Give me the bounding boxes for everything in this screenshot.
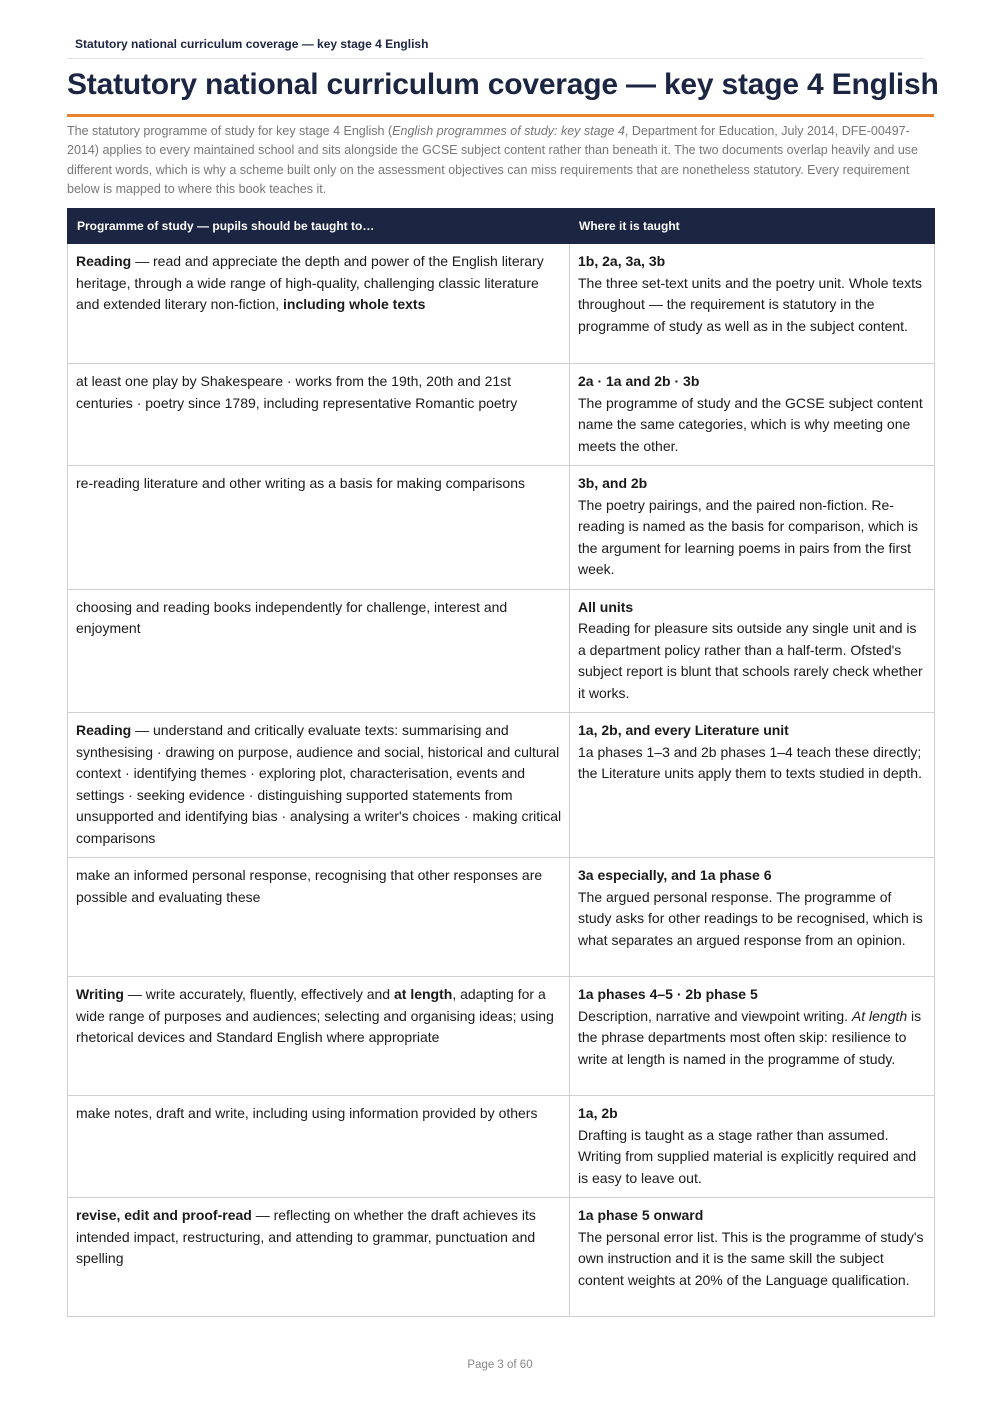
table-row	[68, 589, 935, 713]
where-cell	[570, 244, 935, 364]
table-row	[68, 713, 935, 858]
unit-reference: 3a especially, and 1a phase 6	[578, 867, 772, 883]
requirement-text: — understand and critically evaluate texts: summarising and synthesising · drawing on purpose, audience and social, historical and cultural context · identifying themes · exploring plot, characterisation, events and settings · seeking evidence · distinguishing supported statements from unsupported and identifying bias · analysing a writer's choices · making critical comparisons	[76, 722, 562, 846]
requirement-text: re-reading literature and other writing as a basis for making comparisons	[76, 475, 525, 491]
where-text: 1a phases 1–3 and 2b phases 1–4 teach these directly; the Literature units apply them to texts studied in depth.	[578, 743, 922, 781]
page-title: Statutory national curriculum coverage — key stage 4 English	[67, 68, 939, 101]
requirement-cell	[68, 466, 570, 590]
requirement-text-continued: , adapting for a wide range of purposes and audiences; selecting and organising ideas; using rhetorical devices and Standard English where appropriate	[76, 986, 554, 1045]
table-row	[68, 466, 935, 590]
header-divider	[67, 58, 924, 59]
requirement-text: choosing and reading books independently for challenge, interest and enjoyment	[76, 598, 508, 636]
unit-reference: 1a phases 4–5 · 2b phase 5	[578, 986, 758, 1002]
requirement-emphasis: at length	[393, 986, 453, 1002]
where-cell	[570, 589, 935, 713]
requirement-keyword: Reading	[76, 722, 132, 738]
where-cell	[570, 1198, 935, 1317]
where-text: The poetry pairings, and the paired non-fiction. Re-reading is named as the basis for comparison, which is the argument for learning poems in pairs from the first week.	[578, 496, 919, 577]
where-text	[578, 1006, 926, 1071]
page-number: Page 3 of 60	[467, 1359, 533, 1371]
where-cell	[570, 1096, 935, 1198]
where-cell	[570, 713, 935, 858]
requirement-cell	[68, 364, 570, 466]
requirement-text: — read and appreciate the depth and power of the English literary heritage, through a wide range of high-quality, challenging classic literature and extended literary non-fiction,	[76, 253, 544, 312]
intro-text-2: , Department for Education, July 2014, DFE-00497-2014) applies to every maintained school and sits alongside the GCSE subject content rather than beneath it. The two documents overlap heavily and use different words, which is why a scheme built only on the assessment objectives can miss requirements that are nonetheless statutory. Every requirement below is mapped to where this book teaches it.	[67, 124, 918, 196]
title-underline	[67, 114, 934, 117]
where-text: The programme of study and the GCSE subject content name the same categories, which is why meeting one meets the other.	[578, 394, 923, 454]
where-text: The argued personal response. The programme of study asks for other readings to be recognised, which is what separates an argued response from an opinion.	[578, 888, 923, 948]
unit-reference: 1a phase 5 onward	[578, 1207, 704, 1223]
intro-text-1: The statutory programme of study for key stage 4 English (	[67, 124, 393, 138]
unit-reference: 1a, 2b	[578, 1105, 618, 1121]
where-text: The personal error list. This is the programme of study's own instruction and it is the same skill the subject content weights at 20% of the Language qualification.	[578, 1228, 924, 1288]
table-header-row	[68, 209, 935, 244]
requirement-keyword: revise, edit and proof-read	[76, 1207, 252, 1223]
requirement-cell	[68, 1198, 570, 1317]
requirement-cell	[68, 589, 570, 713]
table-row	[68, 1198, 935, 1317]
table-row	[68, 1096, 935, 1198]
requirement-text: — write accurately, fluently, effectively and	[123, 986, 394, 1002]
requirement-text: — reflecting on whether the draft achieves its intended impact, restructuring, and attending to grammar, punctuation and spelling	[76, 1207, 536, 1266]
where-text: Drafting is taught as a stage rather than assumed. Writing from supplied material is explicitly required and is easy to leave out.	[578, 1126, 917, 1186]
requirement-emphasis: including whole texts	[283, 296, 426, 312]
table-row	[68, 977, 935, 1096]
where-text-part-2: is the phrase departments most often skip: resilience to write at length is named in the programme of study.	[578, 1007, 922, 1067]
requirement-cell	[68, 713, 570, 858]
requirement-keyword: Reading	[76, 253, 132, 269]
where-text: Reading for pleasure sits outside any single unit and is a department policy rather than a half-term. Ofsted's subject report is blunt that schools rarely check whether it works.	[578, 620, 923, 701]
requirement-cell	[68, 977, 570, 1096]
table-row	[68, 364, 935, 466]
where-text-part-1: Description, narrative and viewpoint writing.	[578, 1007, 852, 1024]
table-row	[68, 858, 935, 977]
table-row	[68, 244, 935, 364]
requirement-cell	[68, 858, 570, 977]
coverage-table	[67, 208, 935, 1317]
running-head: Statutory national curriculum coverage — key stage 4 English	[75, 37, 429, 51]
column-header-where: Where it is taught	[570, 209, 935, 244]
where-cell	[570, 977, 935, 1096]
unit-reference: 1b, 2a, 3a, 3b	[578, 253, 666, 269]
intro-citation: English programmes of study: key stage 4	[392, 124, 625, 138]
where-text: The three set-text units and the poetry unit. Whole texts throughout — the requirement is statutory in the programme of study as well as in the subject content.	[578, 274, 922, 334]
requirement-cell	[68, 244, 570, 364]
requirement-text: at least one play by Shakespeare · works from the 19th, 20th and 21st centuries · poetry since 1789, including representative Romantic poetry	[76, 373, 518, 411]
where-cell	[570, 364, 935, 466]
unit-reference: All units	[578, 598, 634, 615]
requirement-keyword: Writing	[76, 986, 124, 1002]
requirement-text: make an informed personal response, recognising that other responses are possible and evaluating these	[76, 867, 543, 905]
column-header-programme: Programme of study — pupils should be taught to…	[68, 209, 570, 244]
intro-paragraph	[67, 122, 935, 199]
where-cell	[570, 858, 935, 977]
requirement-cell	[68, 1096, 570, 1198]
requirement-text: make notes, draft and write, including using information provided by others	[76, 1105, 538, 1121]
unit-reference: 2a · 1a and 2b · 3b	[578, 373, 700, 389]
where-cell	[570, 466, 935, 590]
where-text-emphasis: At length	[851, 1007, 908, 1024]
unit-reference: 3b, and 2b	[578, 475, 648, 491]
unit-reference: 1a, 2b, and every Literature unit	[578, 722, 789, 738]
